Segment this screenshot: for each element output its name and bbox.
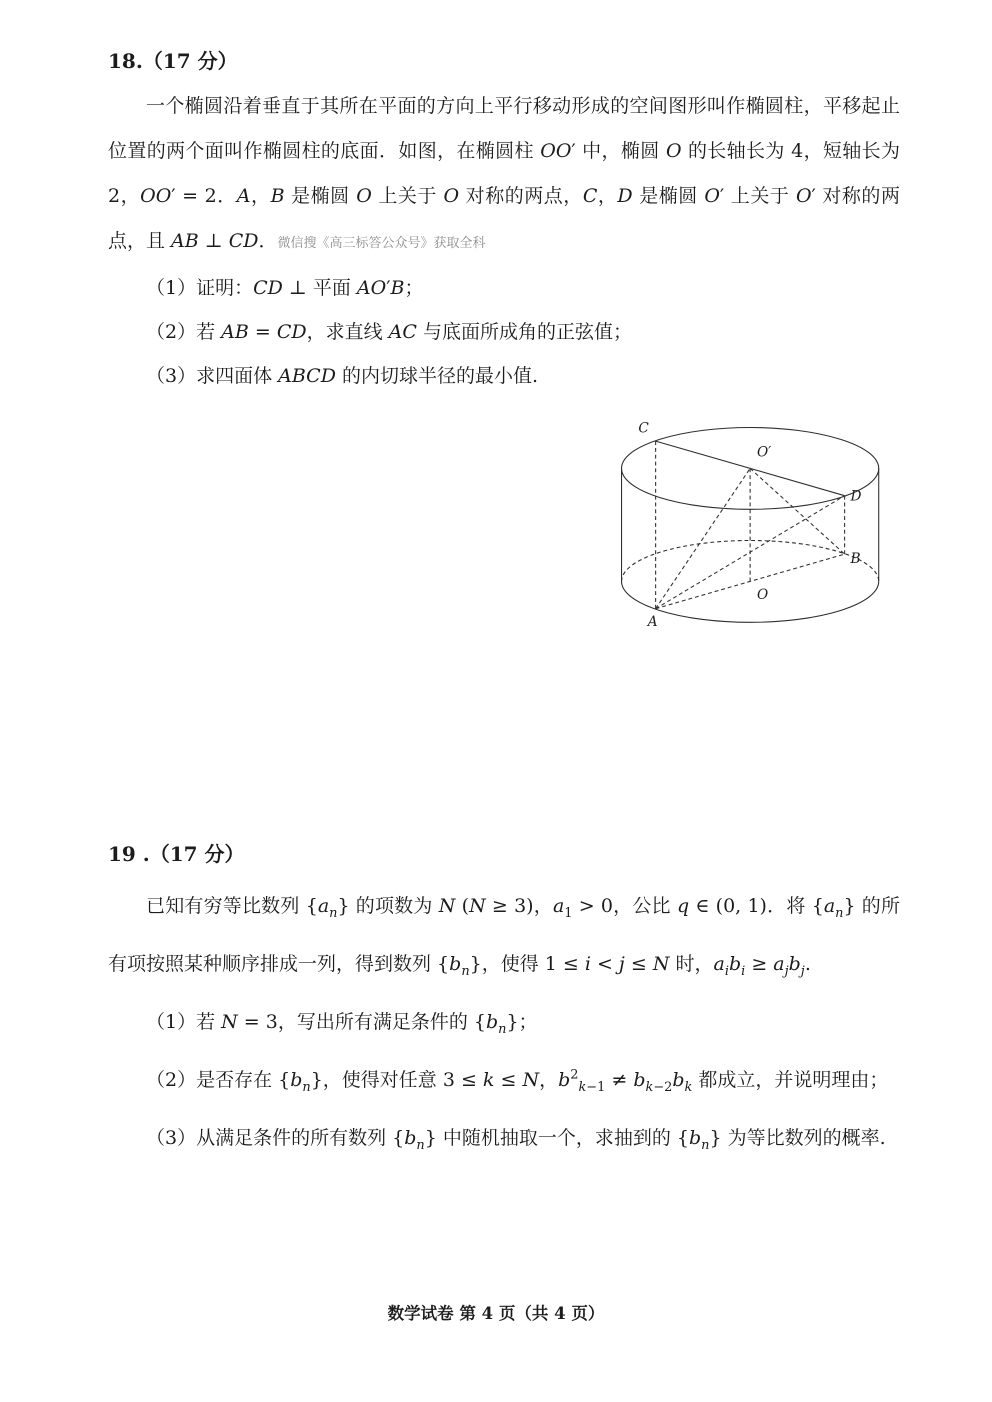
figure-label-o: O [756, 586, 769, 603]
figure-label-b: B [850, 550, 861, 567]
page-footer: 数学试卷 第 4 页（共 4 页） [387, 1304, 605, 1323]
watermark-text: 微信搜《高三标答公众号》获取全科 [277, 236, 486, 251]
problem-18-intro-text: 一个椭圆沿着垂直于其所在平面的方向上平行移动形成的空间图形叫作椭圆柱，平移起止位置的两个面叫作椭圆柱的底面．如图，在椭圆柱 OO′ 中，椭圆 O 的长轴长为 4，短轴长为 2，OO′ = 2．A，B 是椭圆 O 上关于 O 对称的两点，C，D 是椭圆 O′ 上关于 O′ 对称的两点，且 AB ⊥ CD． [108, 95, 901, 252]
segment-AOprime [656, 468, 750, 608]
problem-18-intro [108, 84, 900, 266]
problem-18-parts [108, 266, 900, 398]
elliptical-cylinder-figure [604, 408, 906, 648]
figure-container [604, 408, 906, 648]
problem-18-heading: 18.（17 分） [108, 49, 238, 73]
figure-label-c: C [638, 420, 649, 437]
hidden-edges [656, 441, 845, 609]
problem-19-parts [108, 993, 900, 1167]
problem-19-heading: 19 .（17 分） [108, 841, 245, 866]
problem-18-part-2: （2）若 AB = CD，求直线 AC 与底面所成角的正弦值； [146, 321, 632, 343]
problem-19-part-3: （3）从满足条件的所有数列 $\{b_n\}$ 中随机抽取一个，求抽到的 $\{b_n\}$ 为等比数列的概率. [146, 1126, 886, 1153]
problem-18-part-3: （3）求四面体 ABCD 的内切球半径的最小值. [146, 365, 539, 387]
problem-18-part-1: （1）证明：CD ⊥ 平面 AO′B； [146, 277, 424, 299]
problem-19 [108, 831, 900, 1167]
problem-19-part-2: （2）是否存在 $\{b_n\}$，使得对任意 3 ≤ k ≤ N，$b^2_{k-1} \ne b_{k-2}b_k$ 都成立，并说明理由； [146, 1067, 889, 1095]
figure-label-a: A [647, 614, 658, 631]
segment-OprimeB [750, 468, 844, 554]
problem-19-part-1: （1）若 N = 3，写出所有满足条件的 $\{b_n\}$； [146, 1010, 538, 1037]
problem-18 [108, 38, 900, 648]
figure-label-o-prime: O′ [756, 444, 772, 461]
figure-label-d: D [850, 488, 862, 505]
problem-19-intro: 已知有穷等比数列 $\{a_n\}$ 的项数为 N (N ≥ 3)，$a_1 > 0$，公比 q ∈ (0, 1)．将 $\{a_n\}$ 的所有项按照某种顺序排成一列，得到数列 $\{b_n\}$，使得 1 ≤ i < j ≤ N 时，$a_ib_i \ge a_jb_j$. [108, 894, 900, 979]
